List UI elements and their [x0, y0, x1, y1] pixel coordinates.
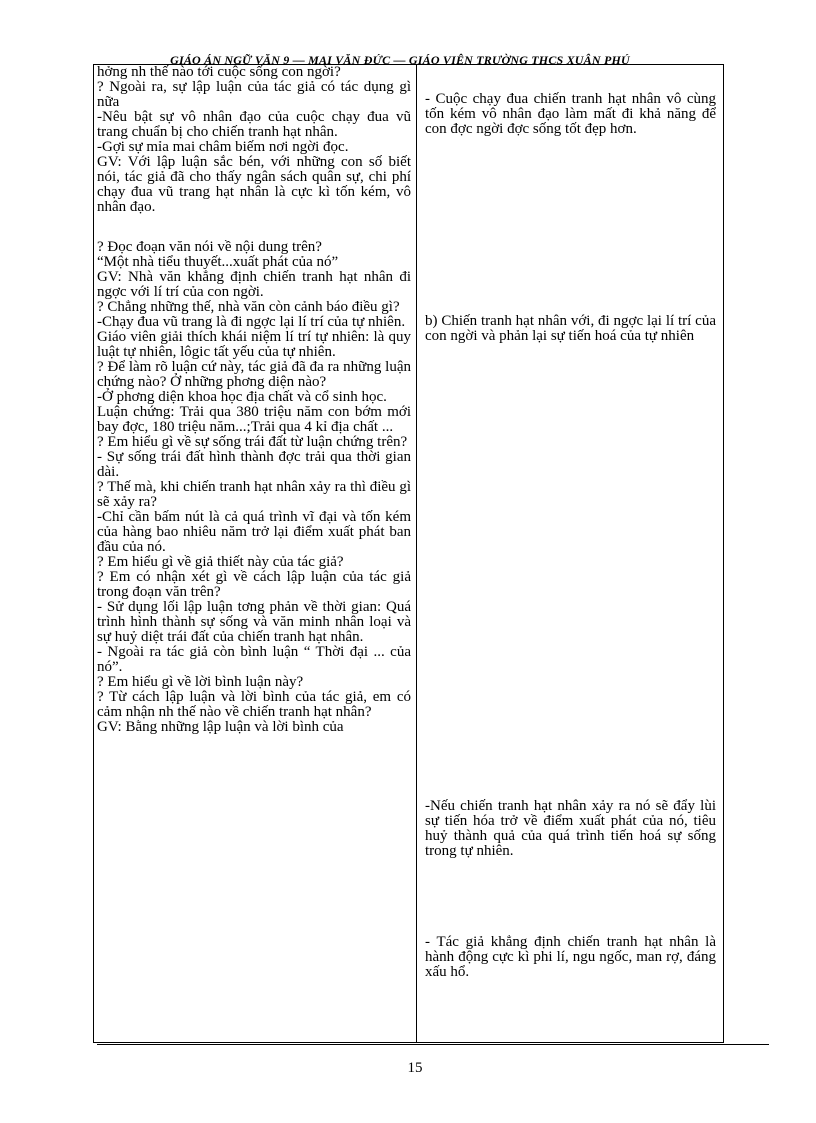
left-spacer [97, 215, 411, 240]
right-block: - Cuộc chạy đua chiến tranh hạt nhân vô cùng tốn kém vô nhân đạo làm mất đi khả năng để con đợc ngời đợc sống tốt đẹp hơn. [425, 91, 716, 137]
left-paragraph: ? Để làm rõ luận cứ này, tác giả đã đa ra những luận chứng nào? Ở những phơng diện nào? [97, 359, 411, 390]
left-column [97, 65, 411, 735]
left-paragraph: ? Từ cách lập luận và lời bình của tác giả, em có cảm nhận nh thế nào về chiến tranh hạt nhân? [97, 689, 411, 720]
left-paragraph: ? Đọc đoạn văn nói về nội dung trên? [97, 239, 322, 255]
left-paragraph: ? Ngoài ra, sự lập luận của tác giả có tác dụng gì nữa [97, 79, 411, 110]
left-paragraph: ? Em hiểu gì về lời bình luận này? [97, 674, 304, 690]
left-paragraph: ? Em hiểu gì về giả thiết này của tác giả? [97, 554, 344, 570]
column-divider [416, 65, 417, 1042]
left-paragraph: -Ở phơng diện khoa học địa chất và cổ sinh học. [97, 389, 387, 405]
left-paragraph: -Chỉ cần bấm nút là cả quá trình vĩ đại và tốn kém của hàng bao nhiêu năm trở lại điểm xuất phát ban đầu của nó. [97, 509, 411, 555]
left-paragraph: - Sử dụng lối lập luận tơng phản về thời gian: Quá trình hình thành sự sống và văn minh nhân loại và sự huỷ diệt trái đất của chiến tranh hạt nhân. [97, 599, 411, 645]
left-paragraph: - Ngoài ra tác giả còn bình luận “ Thời đại ... của nó”. [97, 644, 411, 675]
left-paragraph: ? Thế mà, khi chiến tranh hạt nhân xảy ra thì điều gì sẽ xảy ra? [97, 479, 411, 510]
left-paragraph: ? Em hiểu gì về sự sống trái đất từ luận chứng trên? [97, 434, 408, 450]
left-paragraph: GV: Với lập luận sắc bén, với những con số biết nói, tác giả đã cho thấy ngân sách quân sự, chi phí chạy đua vũ trang hạt nhân là cực kì tốn kém, vô nhân đạo. [97, 154, 411, 215]
left-paragraph: GV: Bằng những lập luận và lời bình của [97, 719, 344, 735]
footer-rule [97, 1044, 769, 1045]
left-paragraph: hởng nh thế nào tới cuộc sống con ngời? [97, 64, 341, 80]
left-paragraph: Giáo viên giải thích khái niệm lí trí tự nhiên: là quy luật tự nhiên, lôgic tất yếu của tự nhiên. [97, 329, 411, 360]
page-number: 15 [407, 1060, 423, 1076]
left-paragraph: Luận chứng: Trải qua 380 triệu năm con bớm mới bay đợc, 180 triệu năm...;Trải qua 4 kỉ địa chất ... [97, 404, 411, 435]
page-header: GIÁO ÁN NGỮ VĂN 9 — MAI VĂN ĐỨC — GIÁO VIÊN TRƯỜNG THCS XUÂN PHÚ [170, 53, 630, 64]
right-block: b) Chiến tranh hạt nhân với, đi ngợc lại lí trí của con ngời và phản lại sự tiến hoá của tự nhiên [425, 313, 716, 344]
left-paragraph: ? Em có nhận xét gì về cách lập luận của tác giả trong đoạn văn trên? [97, 569, 411, 600]
left-paragraph: -Gợi sự mỉa mai châm biếm nơi ngời đọc. [97, 139, 349, 155]
right-column [425, 65, 716, 980]
right-block: -Nếu chiến tranh hạt nhân xảy ra nó sẽ đẩy lùi sự tiến hóa trở về điểm xuất phát của nó, tiêu huỷ thành quả của quá trình tiến hoá sự sống trong tự nhiên. [425, 798, 716, 859]
left-paragraph: -Nêu bật sự vô nhân đạo của cuộc chạy đua vũ trang chuẩn bị cho chiến tranh hạt nhân. [97, 109, 411, 140]
right-block: - Tác giả khẳng định chiến tranh hạt nhân là hành động cực kì phi lí, ngu ngốc, man rợ, đáng xấu hổ. [425, 934, 716, 980]
left-paragraph: GV: Nhà văn khẳng định chiến tranh hạt nhân đi ngợc với lí trí của con ngời. [97, 269, 411, 300]
left-paragraph: “Một nhà tiểu thuyết...xuất phát của nó” [97, 254, 339, 270]
left-paragraph: -Chạy đua vũ trang là đi ngợc lại lí trí của tự nhiên. [97, 314, 406, 330]
left-paragraph: ? Chẳng những thế, nhà văn còn cảnh báo điều gì? [97, 299, 400, 315]
left-paragraph: - Sự sống trái đất hình thành đợc trải qua thời gian dài. [97, 449, 411, 480]
lesson-table [93, 64, 724, 1043]
